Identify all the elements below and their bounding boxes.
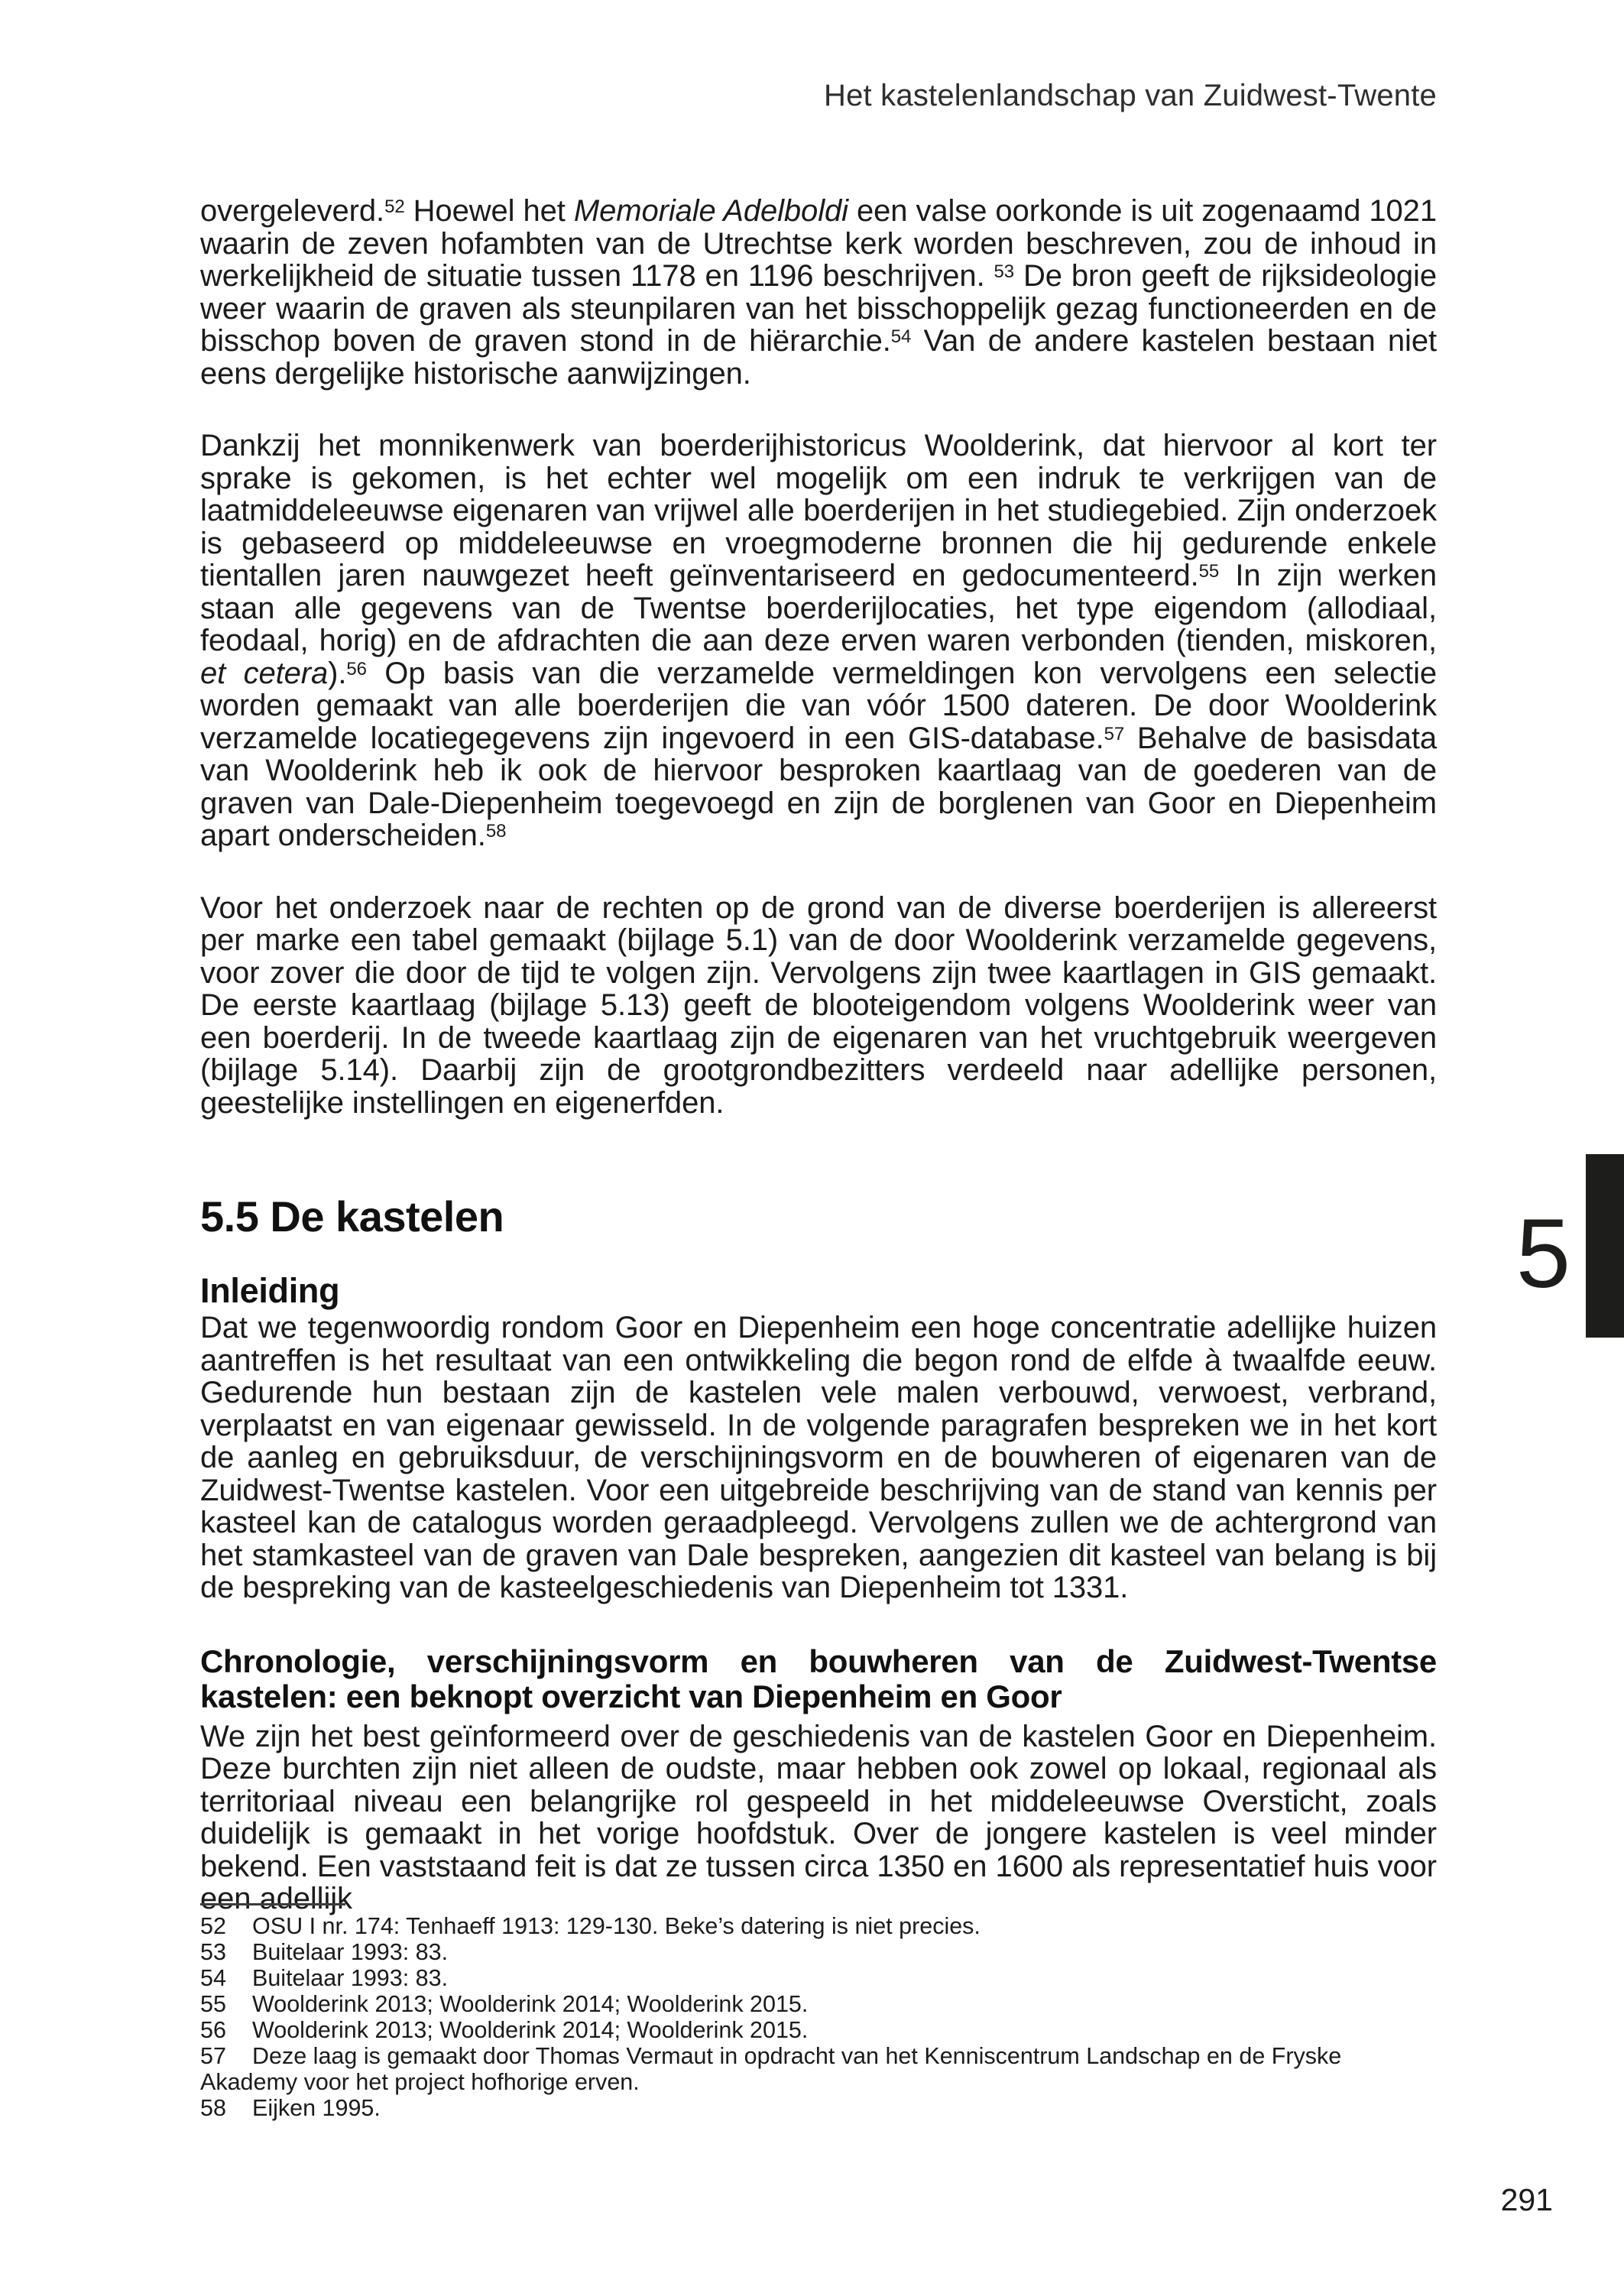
footnote-text: Buitelaar 1993: 83. (252, 1939, 449, 1965)
footnote-number: 58 (200, 2095, 226, 2121)
text-run: ). (328, 656, 347, 690)
running-header: Het kastelenlandschap van Zuidwest-Twente (824, 79, 1437, 112)
footnote-text: OSU I nr. 174: Tenhaeff 1913: 129-130. Beke’s datering is niet precies. (252, 1913, 981, 1939)
footnote-number: 54 (200, 1965, 226, 1991)
footnote-reference: 55 (1198, 561, 1220, 582)
paragraph-voor-het-onderzoek (200, 892, 1437, 1120)
paragraph-inleiding: Dat we tegenwoordig rondom Goor en Diepenheim een hoge concentratie adellijke huizen aantreffen is het resultaat van een ontwikkeling die begon rond de elfde à twaalfde eeuw. Gedurende hun bestaan zijn de kastelen vele malen verbouwd, verwoest, verbrand, verplaatst en van eigenaar gewisseld. In de volgende paragrafen bespreken we in het kort de aanleg en gebruiksduur, de verschijningsvorm en de bouwheren of eigenaren van de Zuidwest-Twentse kastelen. Voor een uitgebreide beschrijving van de stand van kennis per kasteel kan de catalogus worden geraadpleegd. Vervolgens zullen we de achtergrond van het stamkasteel van de graven van Dale bespreken, aangezien dit kasteel van belang is bij de bespreking van de kasteelgeschiedenis van Diepenheim tot 1331. (200, 1311, 1437, 1604)
italic-text: et cetera (200, 656, 329, 690)
text-run: Behalve de basisdata van Woolderink heb ik ook de hiervoor besproken kaartlaag van de goederen van de graven van Dale-Diepenheim toegevoegd en zijn de borglenen van Goor en Diepenheim apart onderscheiden. (200, 721, 1438, 852)
footnote-reference: 52 (384, 196, 405, 218)
footnote-reference: 56 (346, 658, 367, 679)
footnote (200, 2017, 1437, 2043)
text-run: Van de andere kastelen bestaan niet eens dergelijke historische aanwijzingen. (200, 324, 1437, 391)
text-run: Dankzij het monnikenwerk van boerderijhistoricus Woolderink, dat hiervoor al kort ter sprake is gekomen, is het echter wel mogelijk om een indruk te verkrijgen van de laatmiddeleeuwse eigenaren van vrijwel alle boerderijen in het studiegebied. Zijn onderzoek is gebaseerd op middeleeuwse en vroegmoderne bronnen die hij gedurende enkele tientallen jaren nauwgezet heeft geïnventariseerd en gedocumenteerd. (200, 429, 1437, 592)
text-run: een valse oorkonde is uit zogenaamd 1021 waarin de zeven hofambten van de Utrechtse kerk worden beschreven, zou de inhoud in werkelijkheid de situatie tussen 1178 en 1196 beschrijven. (200, 194, 1437, 293)
footnotes (200, 1903, 1437, 2121)
footnote (200, 1991, 1437, 2017)
footnote (200, 1939, 1437, 1965)
footnote-text: Eijken 1995. (252, 2095, 381, 2121)
paragraph-overgeleverd (200, 195, 1437, 390)
footnote-number: 53 (200, 1939, 226, 1965)
footnote (200, 2095, 1437, 2121)
footnote-reference: 53 (994, 261, 1015, 283)
chapter-number: 5 (1515, 1199, 1571, 1309)
footnote-divider (200, 1903, 345, 1905)
italic-text: Memoriale Adelboldi (573, 194, 848, 228)
footnote-reference: 57 (1104, 723, 1125, 744)
footnote-text: Deze laag is gemaakt door Thomas Vermaut in opdracht van het Kenniscentrum Landschap en de Fryske Akademy voor het project hofhorige erven. (200, 2043, 1342, 2095)
paragraph-chronologie: We zijn het best geïnformeerd over de geschiedenis van de kastelen Goor en Diepenheim. Deze burchten zijn niet alleen de oudste, maar hebben ook zowel op lokaal, regionaal als territoriaal niveau een belangrijke rol gespeeld in het middeleeuwse Oversticht, zoals duidelijk is gemaakt in het vorige hoofdstuk. Over de jongere kastelen is veel minder bekend. Een vaststaand feit is dat ze tussen circa 1350 en 1600 als representatief huis voor een adellijk (200, 1719, 1437, 1915)
footnote (200, 1965, 1437, 1991)
footnote-text: Woolderink 2013; Woolderink 2014; Woolderink 2015. (252, 1991, 809, 2017)
footnote-reference: 54 (890, 326, 912, 348)
footnote-reference: 58 (485, 821, 507, 842)
text-run: In zijn werken staan alle gegevens van de Twentse boerderijlocaties, het type eigendom (allodiaal, feodaal, horig) en de afdrachten die aan deze erven waren verbonden (tienden, miskoren, (200, 559, 1437, 657)
paragraph-dankzij (200, 430, 1437, 852)
subsection-heading-chronologie: Chronologie, verschijningsvorm en bouwheren van de Zuidwest-Twentse kastelen: een beknopt overzicht van Diepenheim en Goor (200, 1643, 1437, 1714)
footnote (200, 2043, 1437, 2095)
footnote-number: 57 (200, 2043, 226, 2069)
section-heading-5-5: 5.5 De kastelen (200, 1192, 504, 1241)
text-run: Hoewel het (404, 194, 574, 228)
footnote-number: 52 (200, 1913, 226, 1939)
footnote (200, 1913, 1437, 1939)
footnote-text: Woolderink 2013; Woolderink 2014; Woolderink 2015. (252, 2017, 809, 2043)
text-run: Op basis van die verzamelde vermeldingen kon vervolgens een selectie worden gemaakt van alle boerderijen die van vóór 1500 dateren. De door Woolderink verzamelde locatiegegevens zijn ingevoerd in een GIS-database. (200, 656, 1437, 755)
text-run: De bron geeft de rijksideologie weer waarin de graven als steunpilaren van het bisschoppelijk gezag functioneerden en de bisschop boven de graven stond in de hiërarchie. (200, 259, 1437, 358)
footnote-list (200, 1913, 1437, 2121)
text-run: overgeleverd. (200, 194, 385, 228)
body-text-column (200, 195, 1437, 1915)
subsection-heading-inleiding: Inleiding (200, 1271, 340, 1310)
chapter-tab-marker (1586, 1154, 1624, 1338)
page-number: 291 (1500, 2182, 1553, 2217)
footnote-number: 56 (200, 2017, 226, 2043)
footnote-text: Buitelaar 1993: 83. (252, 1965, 449, 1991)
footnote-number: 55 (200, 1991, 226, 2017)
text-run: Voor het onderzoek naar de rechten op de grond van de diverse boerderijen is allereerst per marke een tabel gemaakt (bijlage 5.1) van de door Woolderink verzamelde gegevens, voor zover die door de tijd te volgen zijn. Vervolgens zijn twee kaartlagen in GIS gemaakt. De eerste kaartlaag (bijlage 5.13) geeft de blooteigendom volgens Woolderink weer van een boerderij. In de tweede kaartlaag zijn de eigenaren van het vruchtgebruik weergeven (bijlage 5.14). Daarbij zijn de grootgrondbezitters verdeeld naar adellijke personen, geestelijke instellingen en eigenerfden. (200, 890, 1437, 1120)
